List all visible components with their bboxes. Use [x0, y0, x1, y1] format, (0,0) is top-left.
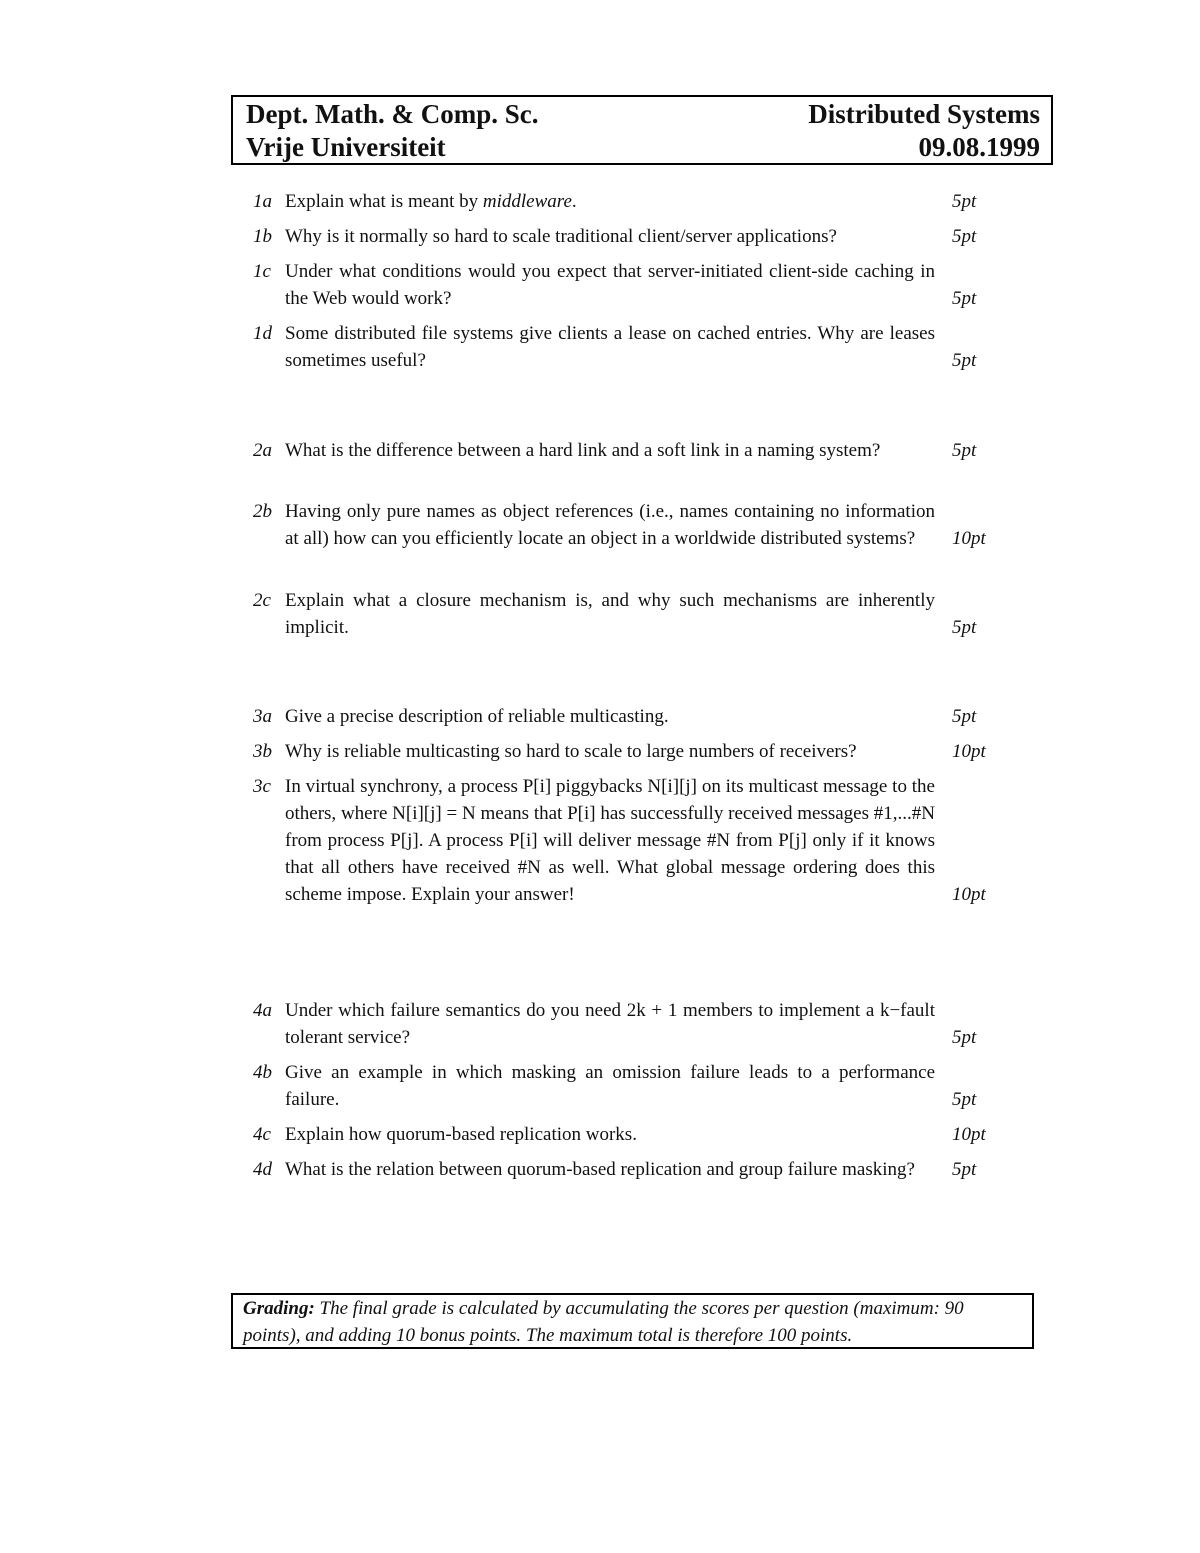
question-2c	[253, 587, 993, 641]
question-3a	[253, 703, 993, 730]
question-label: 4b	[253, 1062, 272, 1083]
question-points: 5pt	[952, 706, 977, 727]
question-points: 5pt	[952, 1159, 977, 1180]
question-3b	[253, 738, 993, 765]
question-text: Under what conditions would you expect that server-initiated client-side caching in the Web would work?	[285, 261, 935, 309]
question-4d	[253, 1156, 993, 1183]
question-label: 4a	[253, 1000, 272, 1021]
question-text: Give a precise description of reliable multicasting.	[285, 706, 669, 727]
question-points: 5pt	[952, 1089, 977, 1110]
question-text: Explain how quorum-based replication works.	[285, 1124, 637, 1145]
grading-label: Grading:	[243, 1298, 315, 1319]
question-label: 1a	[253, 191, 272, 212]
question-points: 5pt	[952, 288, 977, 309]
question-4b	[253, 1059, 993, 1113]
question-points: 5pt	[952, 1027, 977, 1048]
question-points: 5pt	[952, 350, 977, 371]
question-text: In virtual synchrony, a process P[i] piggybacks N[i][j] on its multicast message to the others, where N[i][j] = N means that P[i] has successfully received messages #1,...#N from process P[j]. A process P[i] will deliver message #N from P[j] only if it knows that all others have received #N as well. What global message ordering does this scheme impose. Explain your answer!	[285, 776, 935, 905]
question-text: Explain what is meant by middleware.	[285, 191, 577, 212]
question-points: 5pt	[952, 191, 977, 212]
question-2a	[253, 437, 993, 464]
question-text: Give an example in which masking an omission failure leads to a performance failure.	[285, 1062, 935, 1110]
question-points: 10pt	[952, 741, 986, 762]
question-label: 3c	[253, 776, 271, 797]
course-title: Distributed Systems	[808, 99, 1040, 129]
question-points: 5pt	[952, 617, 977, 638]
question-label: 2c	[253, 590, 271, 611]
question-3c	[253, 773, 993, 908]
question-points: 5pt	[952, 440, 977, 461]
question-text: Explain what a closure mechanism is, and why such mechanisms are inherently implicit.	[285, 590, 935, 638]
university-name: Vrije Universiteit	[246, 132, 446, 162]
question-points: 10pt	[952, 528, 986, 549]
question-text: What is the relation between quorum-based replication and group failure masking?	[285, 1159, 915, 1180]
question-text: Having only pure names as object references (i.e., names containing no information at all) how can you efficiently locate an object in a worldwide distributed systems?	[285, 501, 935, 549]
question-label: 3a	[253, 706, 272, 727]
question-label: 2a	[253, 440, 272, 461]
question-label: 4d	[253, 1159, 272, 1180]
question-label: 4c	[253, 1124, 271, 1145]
question-text: Why is it normally so hard to scale traditional client/server applications?	[285, 226, 837, 247]
question-1c	[253, 258, 993, 312]
question-label: 1d	[253, 323, 272, 344]
question-1b	[253, 223, 993, 250]
exam-date: 09.08.1999	[918, 132, 1040, 162]
question-4a	[253, 997, 993, 1051]
question-1d	[253, 320, 993, 374]
question-4c	[253, 1121, 993, 1148]
grading-text: The final grade is calculated by accumulating the scores per question (maximum: 90 points), and adding 10 bonus points. The maximum total is therefore 100 points.	[243, 1298, 964, 1346]
question-text: What is the difference between a hard link and a soft link in a naming system?	[285, 440, 881, 461]
question-1a	[253, 188, 993, 215]
question-label: 1c	[253, 261, 271, 282]
grading-note	[231, 1293, 1034, 1349]
question-text: Why is reliable multicasting so hard to scale to large numbers of receivers?	[285, 741, 857, 762]
question-label: 1b	[253, 226, 272, 247]
question-points: 10pt	[952, 884, 986, 905]
exam-header	[231, 95, 1053, 165]
question-text: Under which failure semantics do you need 2k + 1 members to implement a k−fault tolerant service?	[285, 1000, 935, 1048]
question-text: Some distributed file systems give clients a lease on cached entries. Why are leases sometimes useful?	[285, 323, 935, 371]
question-2b	[253, 498, 993, 552]
question-label: 2b	[253, 501, 272, 522]
question-label: 3b	[253, 741, 272, 762]
question-points: 10pt	[952, 1124, 986, 1145]
emphasis-term: middleware	[482, 191, 572, 212]
department-name: Dept. Math. & Comp. Sc.	[246, 99, 539, 129]
question-points: 5pt	[952, 226, 977, 247]
